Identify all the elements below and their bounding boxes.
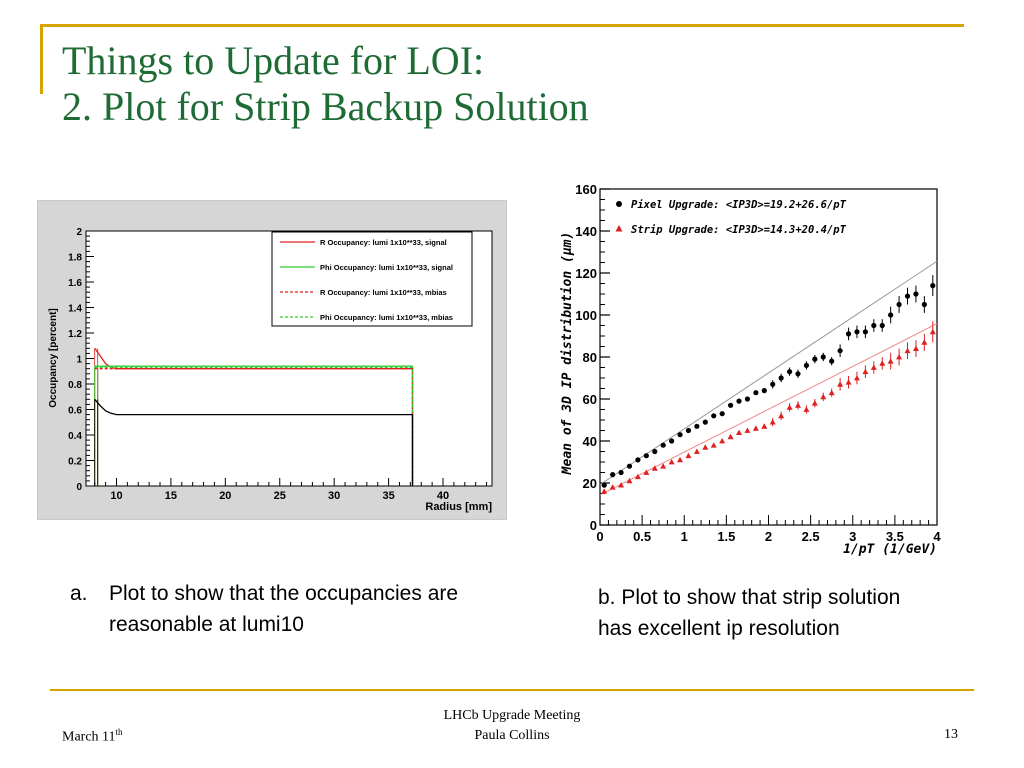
caption-a-marker: a. xyxy=(70,582,88,605)
occupancy-y-tick-label: 1.8 xyxy=(68,252,82,264)
occupancy-x-tick-label: 15 xyxy=(164,490,178,502)
ip-point-pixel xyxy=(812,357,817,362)
ip-point-pixel xyxy=(694,424,699,429)
ip-point-pixel xyxy=(913,291,918,296)
ip-point-pixel xyxy=(821,354,826,359)
ip-point-pixel xyxy=(829,359,834,364)
left-rule xyxy=(40,24,43,94)
ip-point-pixel xyxy=(661,443,666,448)
ip-y-tick-label: 20 xyxy=(582,476,597,491)
occupancy-legend-label-2: R Occupancy: lumi 1x10**33, mbias xyxy=(320,288,447,297)
occupancy-y-tick-label: 0.2 xyxy=(68,456,82,468)
caption-b: b. Plot to show that strip solution has excellent ip resolution xyxy=(598,586,901,640)
ip-point-pixel xyxy=(804,363,809,368)
ip-x-tick-label: 1 xyxy=(680,529,688,544)
ip-x-tick-label: 3 xyxy=(849,529,857,544)
occupancy-y-tick-label: 0.8 xyxy=(68,380,82,391)
ip-legend-marker-0 xyxy=(616,201,622,207)
ip-plot-area xyxy=(600,189,937,525)
ip-point-pixel xyxy=(677,432,682,437)
footer-date xyxy=(62,727,123,746)
ip-point-pixel xyxy=(635,457,640,462)
ip-point-pixel xyxy=(779,375,784,380)
occupancy-chart xyxy=(37,200,507,520)
occupancy-x-tick-label: 30 xyxy=(328,490,341,502)
ip-point-pixel xyxy=(838,348,843,353)
ip-point-pixel xyxy=(922,302,927,307)
ip-x-tick-label: 1.5 xyxy=(717,529,736,544)
occupancy-y-tick-label: 0.6 xyxy=(68,405,82,417)
ip-point-pixel xyxy=(736,399,741,404)
footer-meeting: LHCb Upgrade Meeting xyxy=(443,708,581,723)
footer-center xyxy=(380,706,644,746)
ip-y-tick-label: 40 xyxy=(582,434,597,449)
occupancy-x-tick-label: 20 xyxy=(219,490,232,502)
occupancy-x-tick-label: 35 xyxy=(382,490,395,502)
occupancy-legend-label-1: Phi Occupancy: lumi 1x10**33, signal xyxy=(320,263,453,272)
footer-author: Paula Collins xyxy=(474,728,550,743)
occupancy-x-axis-label: Radius [mm] xyxy=(425,501,492,513)
bottom-rule xyxy=(50,689,974,691)
ip-point-pixel xyxy=(669,438,674,443)
slide-title-line2: 2. Plot for Strip Backup Solution xyxy=(62,84,589,129)
ip-y-axis-label: Mean of 3D IP distribution (μm) xyxy=(560,231,575,475)
ip-point-pixel xyxy=(602,483,607,488)
ip-point-pixel xyxy=(745,396,750,401)
caption-a xyxy=(70,578,490,640)
occupancy-x-tick-label: 40 xyxy=(436,490,450,502)
slide-title-line1: Things to Update for LOI: xyxy=(62,38,485,83)
ip-y-tick-label: 120 xyxy=(575,266,597,281)
occupancy-y-tick-label: 1 xyxy=(76,354,82,366)
ip-point-pixel xyxy=(703,420,708,425)
ip-point-pixel xyxy=(770,382,775,387)
ip-x-tick-label: 2 xyxy=(764,529,773,544)
ip-point-pixel xyxy=(610,472,615,477)
occupancy-y-axis-label: Occupancy [percent] xyxy=(48,308,59,408)
ip-point-pixel xyxy=(871,323,876,328)
ip-x-tick-label: 0.5 xyxy=(633,529,652,544)
occupancy-y-tick-label: 1.2 xyxy=(68,329,82,340)
occupancy-y-tick-label: 0.4 xyxy=(68,431,82,442)
ip-point-pixel xyxy=(762,388,767,393)
ip-y-tick-label: 140 xyxy=(575,224,597,239)
top-rule xyxy=(40,24,964,27)
ip-x-tick-label: 0 xyxy=(596,529,604,544)
ip-point-pixel xyxy=(711,413,716,418)
ip-point-pixel xyxy=(686,428,691,433)
ip-legend-label-1: Strip Upgrade: <IP3D>=14.3+20.4/pT xyxy=(631,224,846,236)
ip-point-pixel xyxy=(854,329,859,334)
occupancy-y-tick-label: 0 xyxy=(76,482,82,493)
occupancy-x-tick-label: 10 xyxy=(110,490,123,502)
ip-point-pixel xyxy=(627,464,632,469)
footer-page-number: 13 xyxy=(944,727,958,742)
footer-date-sup: th xyxy=(115,727,123,737)
occupancy-legend-label-3: Phi Occupancy: lumi 1x10**33, mbias xyxy=(320,313,453,322)
ip-point-pixel xyxy=(930,283,935,288)
ip-point-pixel xyxy=(896,302,901,307)
ip-y-tick-label: 60 xyxy=(582,392,597,407)
ip-point-pixel xyxy=(720,411,725,416)
ip-point-pixel xyxy=(787,369,792,374)
ip-point-pixel xyxy=(846,331,851,336)
occupancy-legend xyxy=(272,232,472,326)
ip-y-tick-label: 160 xyxy=(575,182,597,197)
ip-point-pixel xyxy=(728,403,733,408)
ip-y-tick-label: 0 xyxy=(589,518,597,533)
ip-point-pixel xyxy=(905,294,910,299)
ip-point-pixel xyxy=(888,312,893,317)
ip-x-tick-label: 3.5 xyxy=(885,529,904,544)
footer-date-text: March 11 xyxy=(62,729,116,745)
occupancy-x-tick-label: 25 xyxy=(273,490,286,502)
ip-x-axis-label: 1/pT (1/GeV) xyxy=(843,542,937,557)
ip-resolution-chart xyxy=(555,178,950,563)
occupancy-y-tick-label: 1.6 xyxy=(68,278,82,289)
ip-x-tick-label: 2.5 xyxy=(801,529,820,544)
ip-point-pixel xyxy=(652,449,657,454)
ip-y-tick-label: 80 xyxy=(582,350,597,365)
ip-point-pixel xyxy=(618,470,623,475)
ip-point-pixel xyxy=(644,453,649,458)
occupancy-legend-label-0: R Occupancy: lumi 1x10**33, signal xyxy=(320,238,447,247)
occupancy-y-tick-label: 1.4 xyxy=(68,303,82,315)
ip-point-pixel xyxy=(795,371,800,376)
ip-point-pixel xyxy=(863,329,868,334)
ip-x-tick-label: 4 xyxy=(933,529,941,544)
ip-legend-label-0: Pixel Upgrade: <IP3D>=19.2+26.6/pT xyxy=(631,199,846,211)
ip-y-tick-label: 100 xyxy=(575,308,597,323)
caption-a-text: Plot to show that the occupancies are reasonable at lumi10 xyxy=(109,582,459,636)
slide-title xyxy=(62,38,589,130)
ip-point-pixel xyxy=(753,390,758,395)
occupancy-y-tick-label: 2 xyxy=(76,227,82,238)
ip-point-pixel xyxy=(880,323,885,328)
